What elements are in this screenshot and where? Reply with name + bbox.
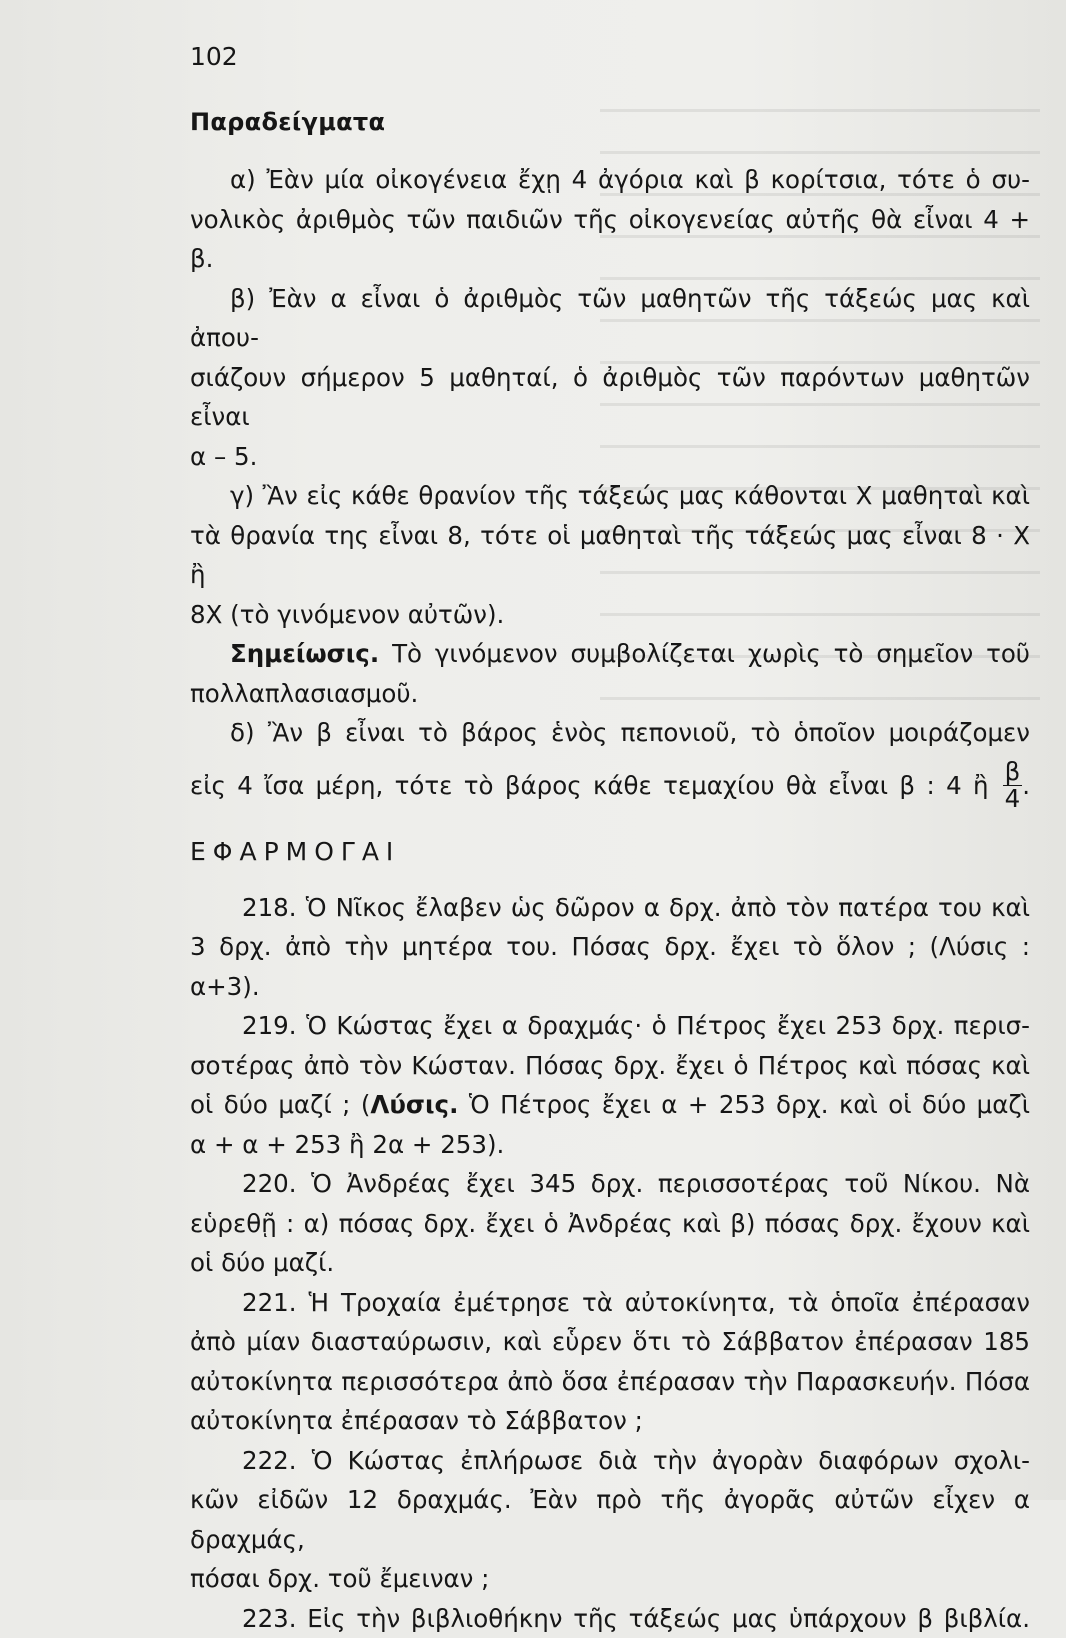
section-title-applications: ΕΦΑΡΜΟΓΑΙ	[190, 837, 1030, 866]
example-gamma: γ) Ἂν εἰς κάθε θρανίον τῆς τάξεώς μας κάθονται Χ μαθηταὶ καὶ τὰ θρανία της εἶναι 8, τότε οἱ μαθηταὶ τῆς τάξεώς μας εἶναι 8 · Χ ἢ 8Χ (τὸ γινόμενον αὐτῶν).	[190, 476, 1030, 634]
example-alpha: α) Ἐὰν μία οἰκογένεια ἔχῃ 4 ἀγόρια καὶ β κορίτσια, τότε ὁ συ- νολικὸς ἀριθμὸς τῶν παιδιῶν τῆς οἰκογενείας αὐτῆς θὰ εἶναι 4 + β.	[190, 160, 1030, 279]
exercise-223: 223. Εἰς τὴν βιβλιοθήκην τῆς τάξεώς μας ὑπάρχουν β βιβλία.	[190, 1599, 1030, 1638]
fraction-beta-over-four: $\frac{\beta}{4}$	[1003, 761, 1023, 810]
solution-label: Λύσις.	[370, 1090, 458, 1119]
examples-heading: Παραδείγματα	[190, 108, 385, 136]
note-text: Τὸ γινόμενον συμβολίζεται χωρὶς τὸ σημεῖον τοῦ	[379, 639, 1030, 668]
exercise-219: 219. Ὁ Κώστας ἔχει α δραχμάς· ὁ Πέτρος ἔχει 253 δρχ. περισ- σοτέρας ἀπὸ τὸν Κώσταν. Πόσας δρχ. ἔχει ὁ Πέτρος καὶ πόσας καὶ οἱ δύο μαζί ; (Λύσις. Ὁ Πέτρος ἔχει α + 253 δρχ. καὶ οἱ δύο μαζὶ α + α + 253 ἢ 2α + 253).	[190, 1006, 1030, 1164]
note-continuation: πολλαπλασιασμοῦ.	[190, 674, 1030, 714]
example-delta-fraction-line: εἰς 4 ἴσα μέρη, τότε τὸ βάρος κάθε τεμαχίου θὰ εἶναι β : 4 ἢ $\frac{\beta}{4}$ .	[190, 753, 1030, 819]
exercise-221: 221. Ἡ Τροχαία ἐμέτρησε τὰ αὐτοκίνητα, τὰ ὁποῖα ἐπέρασαν ἀπὸ μίαν διασταύρωσιν, καὶ εὗρεν ὅτι τὸ Σάββατον ἐπέρασαν 185 αὐτοκίνητα περισσότερα ἀπὸ ὅσα ἐπέρασαν τὴν Παρασκευήν. Πόσα αὐτοκίνητα ἐπέρασαν τὸ Σάββατον ;	[190, 1283, 1030, 1441]
page-body	[190, 160, 1030, 1638]
note-paragraph	[190, 634, 1030, 713]
example-beta: β) Ἐὰν α εἶναι ὁ ἀριθμὸς τῶν μαθητῶν τῆς τάξεώς μας καὶ ἀπου- σιάζουν σήμερον 5 μαθηταί, ὁ ἀριθμὸς τῶν παρόντων μαθητῶν εἶναι α – 5.	[190, 279, 1030, 477]
example-delta: δ) Ἂν β εἶναι τὸ βάρος ἑνὸς πεπονιοῦ, τὸ ὁποῖον μοιράζομεν	[190, 713, 1030, 753]
exercise-218: 218. Ὁ Νῖκος ἔλαβεν ὡς δῶρον α δρχ. ἀπὸ τὸν πατέρα του καὶ 3 δρχ. ἀπὸ τὴν μητέρα του. Πόσας δρχ. ἔχει τὸ ὅλον ; (Λύσις : α+3).	[190, 888, 1030, 1007]
exercise-222: 222. Ὁ Κώστας ἐπλήρωσε διὰ τὴν ἀγορὰν διαφόρων σχολι- κῶν εἰδῶν 12 δραχμάς. Ἐὰν πρὸ τῆς ἀγορᾶς αὐτῶν εἶχεν α δραχμάς, πόσαι δρχ. τοῦ ἔμειναν ;	[190, 1441, 1030, 1599]
note-label: Σημείωσις.	[230, 639, 379, 668]
exercise-220: 220. Ὁ Ἀνδρέας ἔχει 345 δρχ. περισσοτέρας τοῦ Νίκου. Νὰ εὑρεθῇ : α) πόσας δρχ. ἔχει ὁ Ἀνδρέας καὶ β) πόσας δρχ. ἔχουν καὶ οἱ δύο μαζί.	[190, 1164, 1030, 1283]
page-number: 102	[190, 42, 238, 71]
